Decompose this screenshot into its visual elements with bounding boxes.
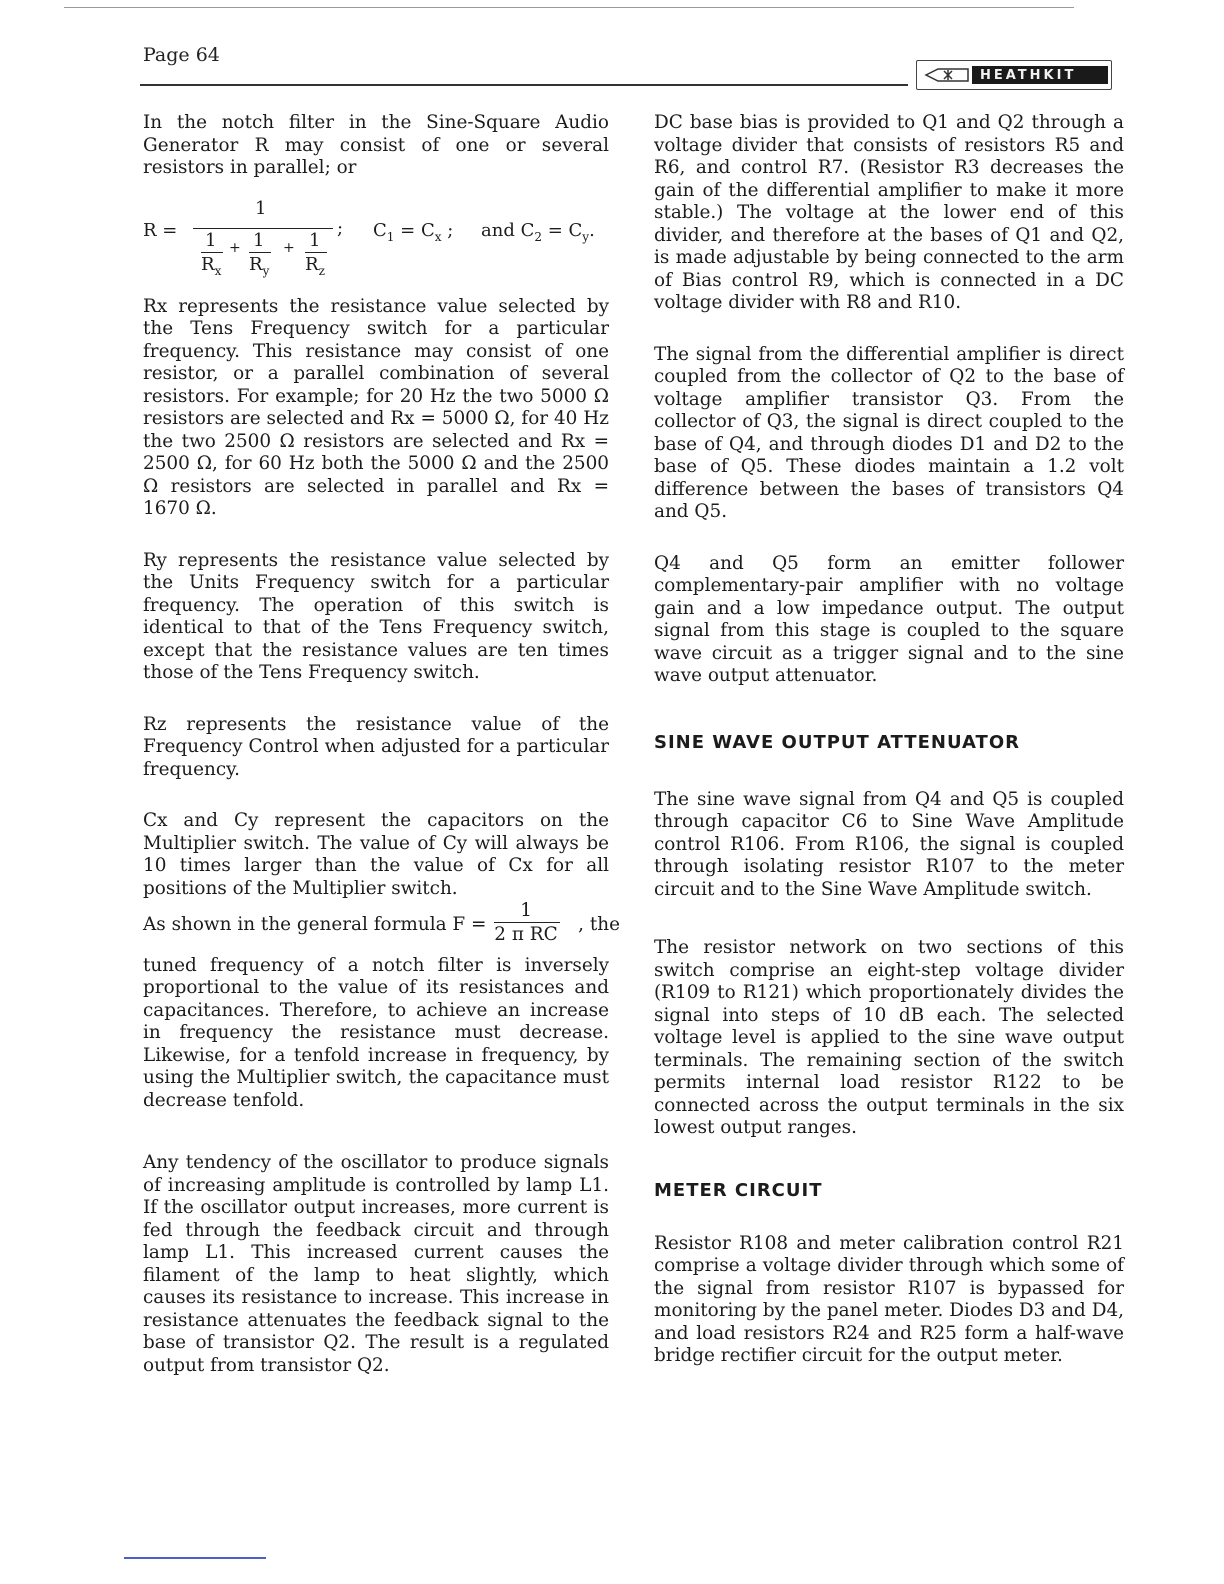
- logo-emblem-icon: [924, 66, 970, 84]
- formula-cy-sub: y: [582, 229, 590, 244]
- formula-c2: [481, 219, 595, 244]
- page-number: Page 64: [143, 44, 220, 66]
- formula-plus-1: +: [229, 239, 241, 256]
- right-paragraph-5: The resistor network on two sections of this switch comprise an eight-step voltage divider (R109 to R121) which proportionately divides the signal into steps of 10 dB each. The selected voltage level is applied to the sine wave output terminals. The remaining section of the switch permits internal load resistor R122 to be connected across the output terminals in the six lowest output ranges.: [654, 937, 1124, 1138]
- left-paragraph-5: Cx and Cy represent the capacitors on the Multiplier switch. The value of Cy will always be 10 times larger than the value of Cx for all positions of the Multiplier switch.: [143, 810, 609, 899]
- left-column: [143, 112, 620, 1377]
- header-rule: [140, 84, 908, 86]
- right-paragraph-2: The signal from the differential amplifier is direct coupled from the collector of Q2 to the base of voltage amplifier transistor Q3. From the collector of Q3, the signal is direct coupled to the base of Q4, and through diodes D1 and D2 to the base of Q5. These diodes maintain a 1.2 volt difference between the bases of transistors Q4 and Q5.: [654, 343, 1124, 522]
- heathkit-logo: [916, 60, 1112, 90]
- formula-frac-c-line: [305, 252, 327, 253]
- formula-r-eq: R =: [143, 219, 178, 241]
- formula-ry-sub: y: [262, 263, 270, 278]
- formula-cx-sub: x: [434, 229, 442, 244]
- formula-c1-letter: C: [373, 219, 387, 241]
- formula-frac-a-line: [201, 252, 223, 253]
- formula-dot: .: [589, 219, 595, 241]
- right-column: [654, 112, 1124, 1368]
- resistance-formula: [143, 196, 609, 282]
- bottom-left-rule: [124, 1557, 266, 1559]
- right-paragraph-1: DC base bias is provided to Q1 and Q2 through a voltage divider that consists of resistors R5 and R6, and control R7. (Resistor R3 decreases the gain of the differential amplifier to make it more stable.) The voltage at the lower end of this divider, and therefore at the bases of Q1 and Q2, is made adjustable by being connected to the arm of Bias control R9, which is connected in a DC voltage divider with R8 and R10.: [654, 112, 1124, 313]
- formula-rx: [201, 253, 222, 278]
- left-paragraph-3: Ry represents the resistance value selected by the Units Frequency switch for a particular frequency. The operation of this switch is identical to that of the Tens Frequency switch, except that the resistance values are ten times those of the Tens Frequency switch.: [143, 549, 609, 683]
- formula-rz-letter: R: [305, 253, 319, 275]
- formula-semicolon: ;: [337, 217, 344, 239]
- formula-c1-semicolon: ;: [447, 219, 454, 241]
- formula-frac-b-line: [249, 252, 271, 253]
- top-scan-rule: [64, 7, 1074, 8]
- formula-plus-2: +: [283, 239, 295, 256]
- formula-and-c: and C: [481, 219, 535, 241]
- frequency-formula-suffix: , the: [578, 914, 620, 935]
- frequency-formula-fraction: [492, 900, 572, 945]
- right-paragraph-6: Resistor R108 and meter calibration control R21 comprise a voltage divider through which some of the signal from resistor R107 is bypassed for monitoring by the panel meter. Diodes D3 and D4, and load resistors R24 and R25 form a half-wave bridge rectifier circuit for the output meter.: [654, 1232, 1124, 1366]
- formula-ry-letter: R: [249, 253, 263, 275]
- formula-frac-b-num: 1: [253, 229, 265, 251]
- left-paragraph-4: Rz represents the resistance value of the Frequency Control when adjusted for a particular frequency.: [143, 713, 609, 780]
- left-paragraph-7: tuned frequency of a notch filter is inversely proportional to the value of its resistances and capacitances. Therefore, to achieve an increase in frequency the resistance must decrease. Likewise, for a tenfold increase in frequency, by using the Multiplier switch, the capacitance must decrease tenfold.: [143, 954, 609, 1111]
- formula-frac-c-num: 1: [309, 229, 321, 251]
- formula-main-fraction-line: [193, 228, 333, 229]
- formula-rx-sub: x: [214, 263, 222, 278]
- formula-frac-a-num: 1: [205, 229, 217, 251]
- formula-rx-letter: R: [201, 253, 215, 275]
- formula-numerator: 1: [255, 197, 267, 219]
- left-paragraph-6: [143, 900, 620, 945]
- left-paragraph-2: Rx represents the resistance value selected by the Tens Frequency switch for a particular frequency. This resistance may consist of one resistor, or a parallel combination of several resistors. For example; for 20 Hz the two 5000 Ω resistors are selected and Rx = 5000 Ω, for 40 Hz the two 2500 Ω resistors are selected and Rx = 2500 Ω, for 60 Hz both the 5000 Ω and the 2500 Ω resistors are selected in parallel and Rx = 1670 Ω.: [143, 295, 609, 519]
- section-heading-meter-circuit: METER CIRCUIT: [654, 1179, 823, 1201]
- formula-ry: [249, 253, 270, 278]
- right-paragraph-4: The sine wave signal from Q4 and Q5 is coupled through capacitor C6 to Sine Wave Amplitude control R106. From R106, the signal is coupled through isolating resistor R107 to the meter circuit and to the Sine Wave Amplitude switch.: [654, 788, 1124, 900]
- frequency-formula-prefix: As shown in the general formula F =: [143, 914, 487, 935]
- frequency-formula-num: 1: [520, 900, 532, 921]
- left-paragraph-8: Any tendency of the oscillator to produce signals of increasing amplitude is controlled by lamp L1. If the oscillator output increases, more current is fed through the feedback circuit and through lamp L1. This increased current causes the filament of the lamp to heat slightly, which causes its resistance to increase. This increase in resistance attenuates the feedback signal to the base of transistor Q2. The result is a regulated output from transistor Q2.: [143, 1152, 609, 1376]
- formula-c2-sub: 2: [534, 229, 542, 244]
- formula-rz: [305, 253, 325, 278]
- formula-c2-eq: = C: [547, 219, 583, 241]
- formula-c1-sub: 1: [386, 229, 395, 244]
- formula-c1: [373, 219, 454, 244]
- section-heading-sine-wave-output-attenuator: SINE WAVE OUTPUT ATTENUATOR: [654, 731, 1020, 753]
- left-paragraph-1: In the notch filter in the Sine-Square Audio Generator R may consist of one or several resistors in parallel; or: [143, 112, 609, 178]
- frequency-formula-line: [494, 922, 560, 923]
- formula-rz-sub: z: [318, 263, 325, 278]
- formula-c1-eq: = C: [400, 219, 435, 241]
- right-paragraph-3: Q4 and Q5 form an emitter follower complementary-pair amplifier with no voltage gain and a low impedance output. The output signal from this stage is coupled to the square wave circuit as a trigger signal and to the sine wave output attenuator.: [654, 552, 1124, 686]
- frequency-formula-den: 2 π RC: [494, 924, 558, 945]
- logo-text: HEATHKIT: [980, 68, 1077, 83]
